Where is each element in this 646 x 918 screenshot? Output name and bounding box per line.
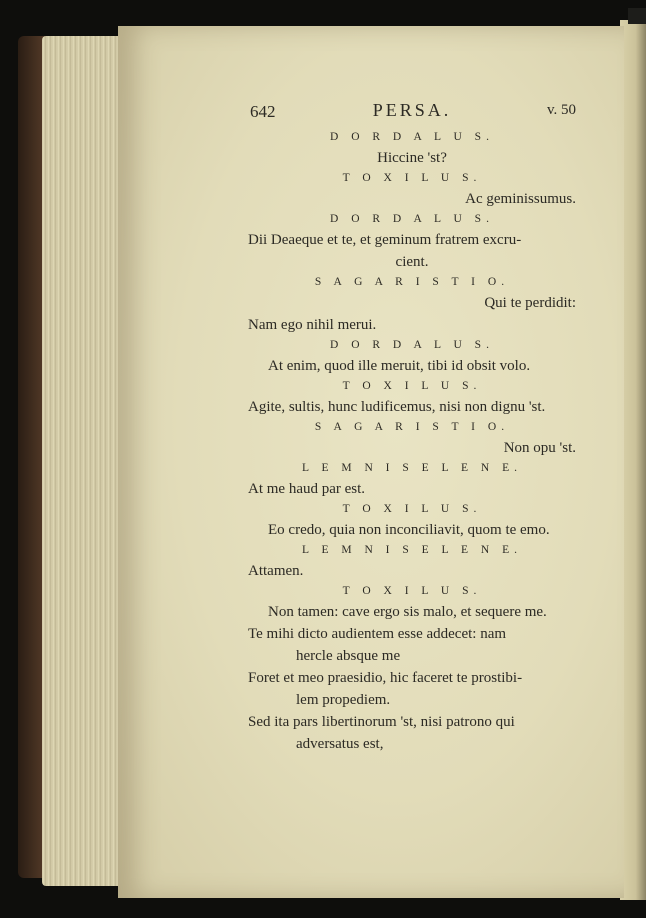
page-number: 642	[250, 102, 276, 121]
text-line: Qui te perdidit:	[484, 295, 576, 311]
speaker-name: T O X I L U S.	[342, 585, 482, 597]
dialogue-text	[248, 128, 576, 755]
speaker-name: T O X I L U S.	[342, 503, 482, 515]
text-line: Foret et meo praesidio, hic faceret te prostibi-	[248, 670, 523, 686]
speaker-name: L E M N I S E L E N E.	[302, 462, 522, 474]
text-line: At me haud par est.	[248, 481, 366, 497]
text-line: hercle absque me	[296, 648, 401, 664]
text-line: At enim, quod ille meruit, tibi id obsit volo.	[268, 358, 531, 374]
speaker-name: T O X I L U S.	[342, 380, 482, 392]
verse-reference: v. 50	[546, 102, 576, 118]
text-line: Te mihi dicto audientem esse addecet: nam	[248, 626, 507, 642]
speaker-name: S A G A R I S T I O.	[314, 421, 510, 433]
text-line: adversatus est,	[296, 736, 384, 752]
text-line: Attamen.	[248, 563, 304, 579]
speaker-name: L E M N I S E L E N E.	[302, 544, 522, 556]
text-line: Ac geminissumus.	[465, 191, 576, 207]
text-line: lem propediem.	[296, 692, 391, 708]
text-line: Non opu 'st.	[503, 440, 576, 456]
page-header	[248, 100, 576, 128]
speaker-name: T O X I L U S.	[342, 172, 482, 184]
text-line: Dii Deaeque et te, et geminum fratrem excru-	[248, 232, 522, 248]
page-content	[248, 100, 576, 755]
text-line: Non tamen: cave ergo sis malo, et sequere me.	[268, 604, 547, 620]
scan-clip	[628, 8, 646, 24]
text-line: Eo credo, quia non inconciliavit, quom te emo.	[268, 522, 550, 538]
text-line: Sed ita pars libertinorum 'st, nisi patrono qui	[248, 714, 515, 730]
speaker-name: D O R D A L U S.	[330, 339, 494, 351]
text-line: Hiccine 'st?	[377, 150, 447, 166]
speaker-name: S A G A R I S T I O.	[314, 276, 510, 288]
text-line: Agite, sultis, hunc ludificemus, nisi non dignu 'st.	[248, 399, 546, 415]
running-title: PERSA.	[372, 100, 452, 120]
speaker-name: D O R D A L U S.	[330, 131, 494, 143]
speaker-name: D O R D A L U S.	[330, 213, 494, 225]
text-line: Nam ego nihil merui.	[248, 317, 377, 333]
text-line: cient.	[395, 254, 429, 270]
